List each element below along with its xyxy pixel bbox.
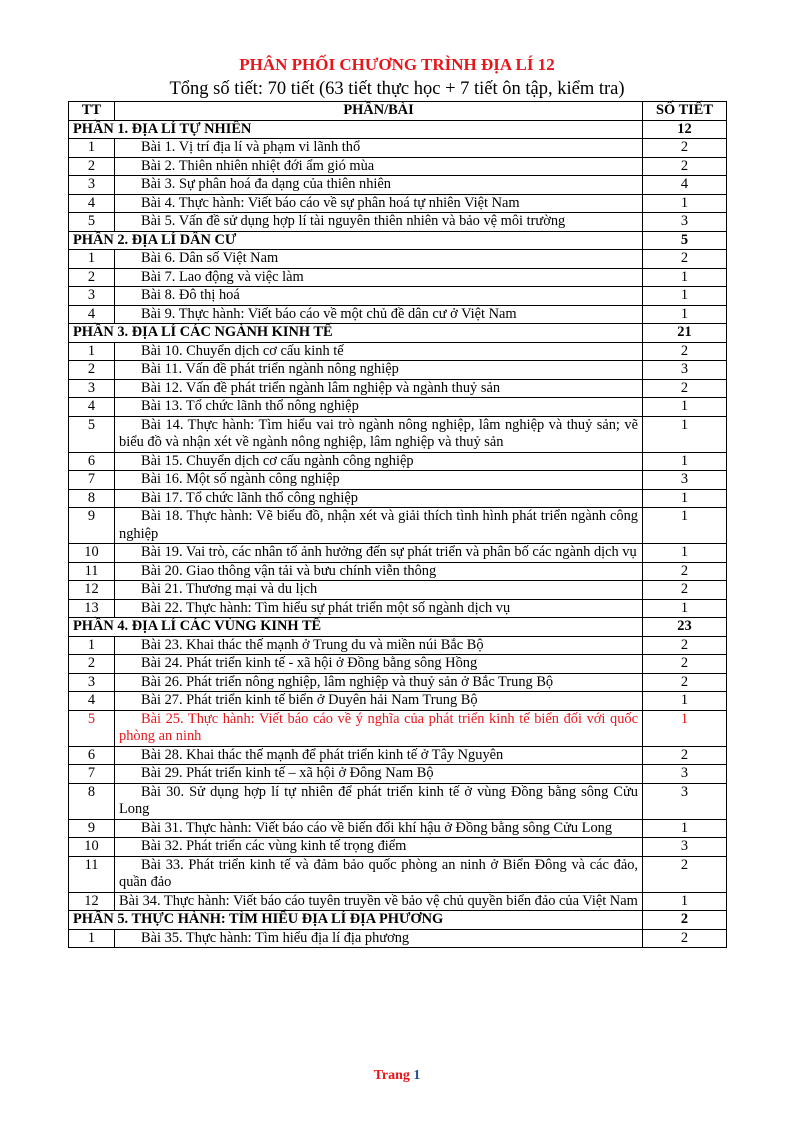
section-row: [69, 911, 727, 930]
lesson-title: Bài 23. Khai thác thế mạnh ở Trung du và miền núi Bắc Bộ: [115, 636, 643, 655]
table-row: [69, 379, 727, 398]
row-number: 1: [69, 250, 115, 269]
table-row: [69, 765, 727, 784]
lesson-title: Bài 7. Lao động và việc làm: [115, 268, 643, 287]
lesson-title: Bài 17. Tổ chức lãnh thổ công nghiệp: [115, 489, 643, 508]
lesson-periods: 1: [643, 710, 727, 746]
table-row: [69, 746, 727, 765]
lesson-periods: 2: [643, 157, 727, 176]
section-periods: 21: [643, 324, 727, 343]
table-row: [69, 157, 727, 176]
lesson-periods: 1: [643, 305, 727, 324]
row-number: 6: [69, 452, 115, 471]
table-row: [69, 892, 727, 911]
row-number: 4: [69, 305, 115, 324]
row-number: 5: [69, 213, 115, 232]
lesson-title: Bài 32. Phát triển các vùng kinh tế trọng điểm: [115, 838, 643, 857]
row-number: 8: [69, 489, 115, 508]
section-periods: 12: [643, 120, 727, 139]
row-number: 2: [69, 157, 115, 176]
row-number: 1: [69, 342, 115, 361]
row-number: 1: [69, 929, 115, 948]
table-row: [69, 250, 727, 269]
row-number: 4: [69, 398, 115, 417]
table-body: [69, 120, 727, 948]
page-subtitle: Tổng số tiết: 70 tiết (63 tiết thực học + 7 tiết ôn tập, kiểm tra): [169, 79, 625, 99]
table-row: [69, 287, 727, 306]
lesson-title: Bài 4. Thực hành: Viết báo cáo về sự phân hoá tự nhiên Việt Nam: [115, 194, 643, 213]
row-number: 13: [69, 599, 115, 618]
row-number: 2: [69, 361, 115, 380]
lesson-periods: 3: [643, 783, 727, 819]
lesson-title: Bài 30. Sử dụng hợp lí tự nhiên để phát triển kinh tế ở vùng Đồng bằng sông Cửu Long: [115, 783, 643, 819]
table-row: [69, 673, 727, 692]
row-number: 5: [69, 710, 115, 746]
section-periods: 5: [643, 231, 727, 250]
lesson-title: Bài 25. Thực hành: Viết báo cáo về ý nghĩa của phát triển kinh tế biển đối với quốc phòng an ninh: [115, 710, 643, 746]
lesson-periods: 3: [643, 471, 727, 490]
lesson-title: Bài 13. Tổ chức lãnh thổ nông nghiệp: [115, 398, 643, 417]
row-number: 9: [69, 508, 115, 544]
lesson-title: Bài 20. Giao thông vận tải và bưu chính viễn thông: [115, 562, 643, 581]
table-row: [69, 929, 727, 948]
lesson-periods: 2: [643, 655, 727, 674]
lesson-periods: 2: [643, 342, 727, 361]
table-row: [69, 655, 727, 674]
lesson-title: Bài 24. Phát triển kinh tế - xã hội ở Đồng bằng sông Hồng: [115, 655, 643, 674]
lesson-periods: 1: [643, 398, 727, 417]
row-number: 3: [69, 673, 115, 692]
row-number: 4: [69, 194, 115, 213]
table-row: [69, 489, 727, 508]
table-row: [69, 194, 727, 213]
section-title: PHẦN 3. ĐỊA LÍ CÁC NGÀNH KINH TẾ: [69, 324, 643, 343]
section-periods: 23: [643, 618, 727, 637]
lesson-title: Bài 19. Vai trò, các nhân tố ảnh hưởng đến sự phát triển và phân bố các ngành dịch vụ: [115, 544, 643, 563]
table-row: [69, 562, 727, 581]
row-number: 12: [69, 581, 115, 600]
row-number: 8: [69, 783, 115, 819]
table-row: [69, 692, 727, 711]
lesson-title: Bài 28. Khai thác thế mạnh để phát triển kinh tế ở Tây Nguyên: [115, 746, 643, 765]
lesson-periods: 1: [643, 692, 727, 711]
row-number: 11: [69, 562, 115, 581]
lesson-title: Bài 5. Vấn đề sử dụng hợp lí tài nguyên thiên nhiên và bảo vệ môi trường: [115, 213, 643, 232]
lesson-title: Bài 1. Vị trí địa lí và phạm vi lãnh thổ: [115, 139, 643, 158]
section-title: PHẦN 4. ĐỊA LÍ CÁC VÙNG KINH TẾ: [69, 618, 643, 637]
lesson-periods: 1: [643, 599, 727, 618]
lesson-periods: 2: [643, 856, 727, 892]
table-row: [69, 213, 727, 232]
lesson-periods: 3: [643, 765, 727, 784]
lesson-title: Bài 29. Phát triển kinh tế – xã hội ở Đông Nam Bộ: [115, 765, 643, 784]
row-number: 3: [69, 379, 115, 398]
row-number: 10: [69, 838, 115, 857]
curriculum-table: [68, 101, 727, 948]
table-row: [69, 819, 727, 838]
table-row: [69, 508, 727, 544]
page-footer: [0, 1068, 794, 1084]
section-periods: 2: [643, 911, 727, 930]
page-title: PHÂN PHỐI CHƯƠNG TRÌNH ĐỊA LÍ 12: [239, 55, 555, 74]
table-row: [69, 342, 727, 361]
table-row: [69, 544, 727, 563]
lesson-periods: 2: [643, 636, 727, 655]
table-row: [69, 838, 727, 857]
lesson-periods: 1: [643, 892, 727, 911]
row-number: 6: [69, 746, 115, 765]
lesson-periods: 1: [643, 287, 727, 306]
lesson-title: Bài 15. Chuyển dịch cơ cấu ngành công nghiệp: [115, 452, 643, 471]
row-number: 1: [69, 636, 115, 655]
lesson-title: Bài 8. Đô thị hoá: [115, 287, 643, 306]
lesson-title: Bài 12. Vấn đề phát triển ngành lâm nghiệp và ngành thuỷ sản: [115, 379, 643, 398]
row-number: 12: [69, 892, 115, 911]
header-tt: TT: [69, 102, 115, 121]
section-row: [69, 618, 727, 637]
table-row: [69, 361, 727, 380]
lesson-periods: 1: [643, 489, 727, 508]
lesson-title: Bài 11. Vấn đề phát triển ngành nông nghiệp: [115, 361, 643, 380]
lesson-title: Bài 31. Thực hành: Viết báo cáo về biến đổi khí hậu ở Đồng bằng sông Cửu Long: [115, 819, 643, 838]
section-title: PHẦN 1. ĐỊA LÍ TỰ NHIÊN: [69, 120, 643, 139]
lesson-title: Bài 33. Phát triển kinh tế và đảm bảo quốc phòng an ninh ở Biển Đông và các đảo, quần đảo: [115, 856, 643, 892]
section-row: [69, 324, 727, 343]
table-row: [69, 268, 727, 287]
footer-page-number: 1: [413, 1068, 421, 1083]
lesson-periods: 2: [643, 562, 727, 581]
section-row: [69, 231, 727, 250]
lesson-periods: 4: [643, 176, 727, 195]
table-row: [69, 452, 727, 471]
table-row: [69, 471, 727, 490]
lesson-periods: 1: [643, 819, 727, 838]
lesson-title: Bài 3. Sự phân hoá đa dạng của thiên nhiên: [115, 176, 643, 195]
row-number: 2: [69, 268, 115, 287]
row-number: 4: [69, 692, 115, 711]
lesson-title: Bài 18. Thực hành: Vẽ biểu đồ, nhận xét và giải thích tình hình phát triển ngành công nghiệp: [115, 508, 643, 544]
lesson-periods: 2: [643, 379, 727, 398]
lesson-periods: 3: [643, 838, 727, 857]
table-row: [69, 305, 727, 324]
lesson-title: Bài 35. Thực hành: Tìm hiểu địa lí địa phương: [115, 929, 643, 948]
header-part: PHẦN/BÀI: [115, 102, 643, 121]
lesson-periods: 2: [643, 581, 727, 600]
lesson-periods: 1: [643, 508, 727, 544]
section-title: PHẦN 5. THỰC HÀNH: TÌM HIỂU ĐỊA LÍ ĐỊA PHƯƠNG: [69, 911, 643, 930]
section-row: [69, 120, 727, 139]
row-number: 7: [69, 765, 115, 784]
lesson-periods: 1: [643, 544, 727, 563]
row-number: 3: [69, 176, 115, 195]
row-number: 5: [69, 416, 115, 452]
lesson-title: Bài 22. Thực hành: Tìm hiểu sự phát triển một số ngành dịch vụ: [115, 599, 643, 618]
table-row: [69, 783, 727, 819]
lesson-periods: 1: [643, 416, 727, 452]
lesson-title: Bài 14. Thực hành: Tìm hiểu vai trò ngành nông nghiệp, lâm nghiệp và thuỷ sản; vẽ biểu đồ và nhận xét về ngành nông nghiệp, lâm nghiệp và thuỷ sản: [115, 416, 643, 452]
table-row: [69, 176, 727, 195]
row-number: 2: [69, 655, 115, 674]
table-row: [69, 710, 727, 746]
header-periods: SỐ TIẾT: [643, 102, 727, 121]
section-title: PHẦN 2. ĐỊA LÍ DÂN CƯ: [69, 231, 643, 250]
table-row: [69, 599, 727, 618]
row-number: 10: [69, 544, 115, 563]
row-number: 3: [69, 287, 115, 306]
lesson-title: Bài 34. Thực hành: Viết báo cáo tuyên truyền về bảo vệ chủ quyền biển đảo của Việt Nam: [115, 892, 643, 911]
lesson-title: Bài 26. Phát triển nông nghiệp, lâm nghiệp và thuỷ sản ở Bắc Trung Bộ: [115, 673, 643, 692]
lesson-periods: 2: [643, 673, 727, 692]
row-number: 1: [69, 139, 115, 158]
row-number: 11: [69, 856, 115, 892]
row-number: 7: [69, 471, 115, 490]
footer-page-label: Trang: [373, 1068, 410, 1083]
lesson-periods: 2: [643, 746, 727, 765]
table-row: [69, 856, 727, 892]
lesson-title: Bài 27. Phát triển kinh tế biển ở Duyên hải Nam Trung Bộ: [115, 692, 643, 711]
table-row: [69, 416, 727, 452]
lesson-periods: 1: [643, 194, 727, 213]
lesson-periods: 3: [643, 361, 727, 380]
table-row: [69, 636, 727, 655]
lesson-periods: 3: [643, 213, 727, 232]
lesson-periods: 1: [643, 452, 727, 471]
lesson-periods: 1: [643, 268, 727, 287]
lesson-title: Bài 16. Một số ngành công nghiệp: [115, 471, 643, 490]
lesson-title: Bài 6. Dân số Việt Nam: [115, 250, 643, 269]
lesson-periods: 2: [643, 929, 727, 948]
lesson-periods: 2: [643, 250, 727, 269]
table-row: [69, 581, 727, 600]
lesson-title: Bài 9. Thực hành: Viết báo cáo về một chủ đề dân cư ở Việt Nam: [115, 305, 643, 324]
lesson-periods: 2: [643, 139, 727, 158]
table-header-row: [69, 102, 727, 121]
lesson-title: Bài 10. Chuyển dịch cơ cấu kinh tế: [115, 342, 643, 361]
row-number: 9: [69, 819, 115, 838]
lesson-title: Bài 21. Thương mại và du lịch: [115, 581, 643, 600]
table-row: [69, 398, 727, 417]
lesson-title: Bài 2. Thiên nhiên nhiệt đới ẩm gió mùa: [115, 157, 643, 176]
table-row: [69, 139, 727, 158]
